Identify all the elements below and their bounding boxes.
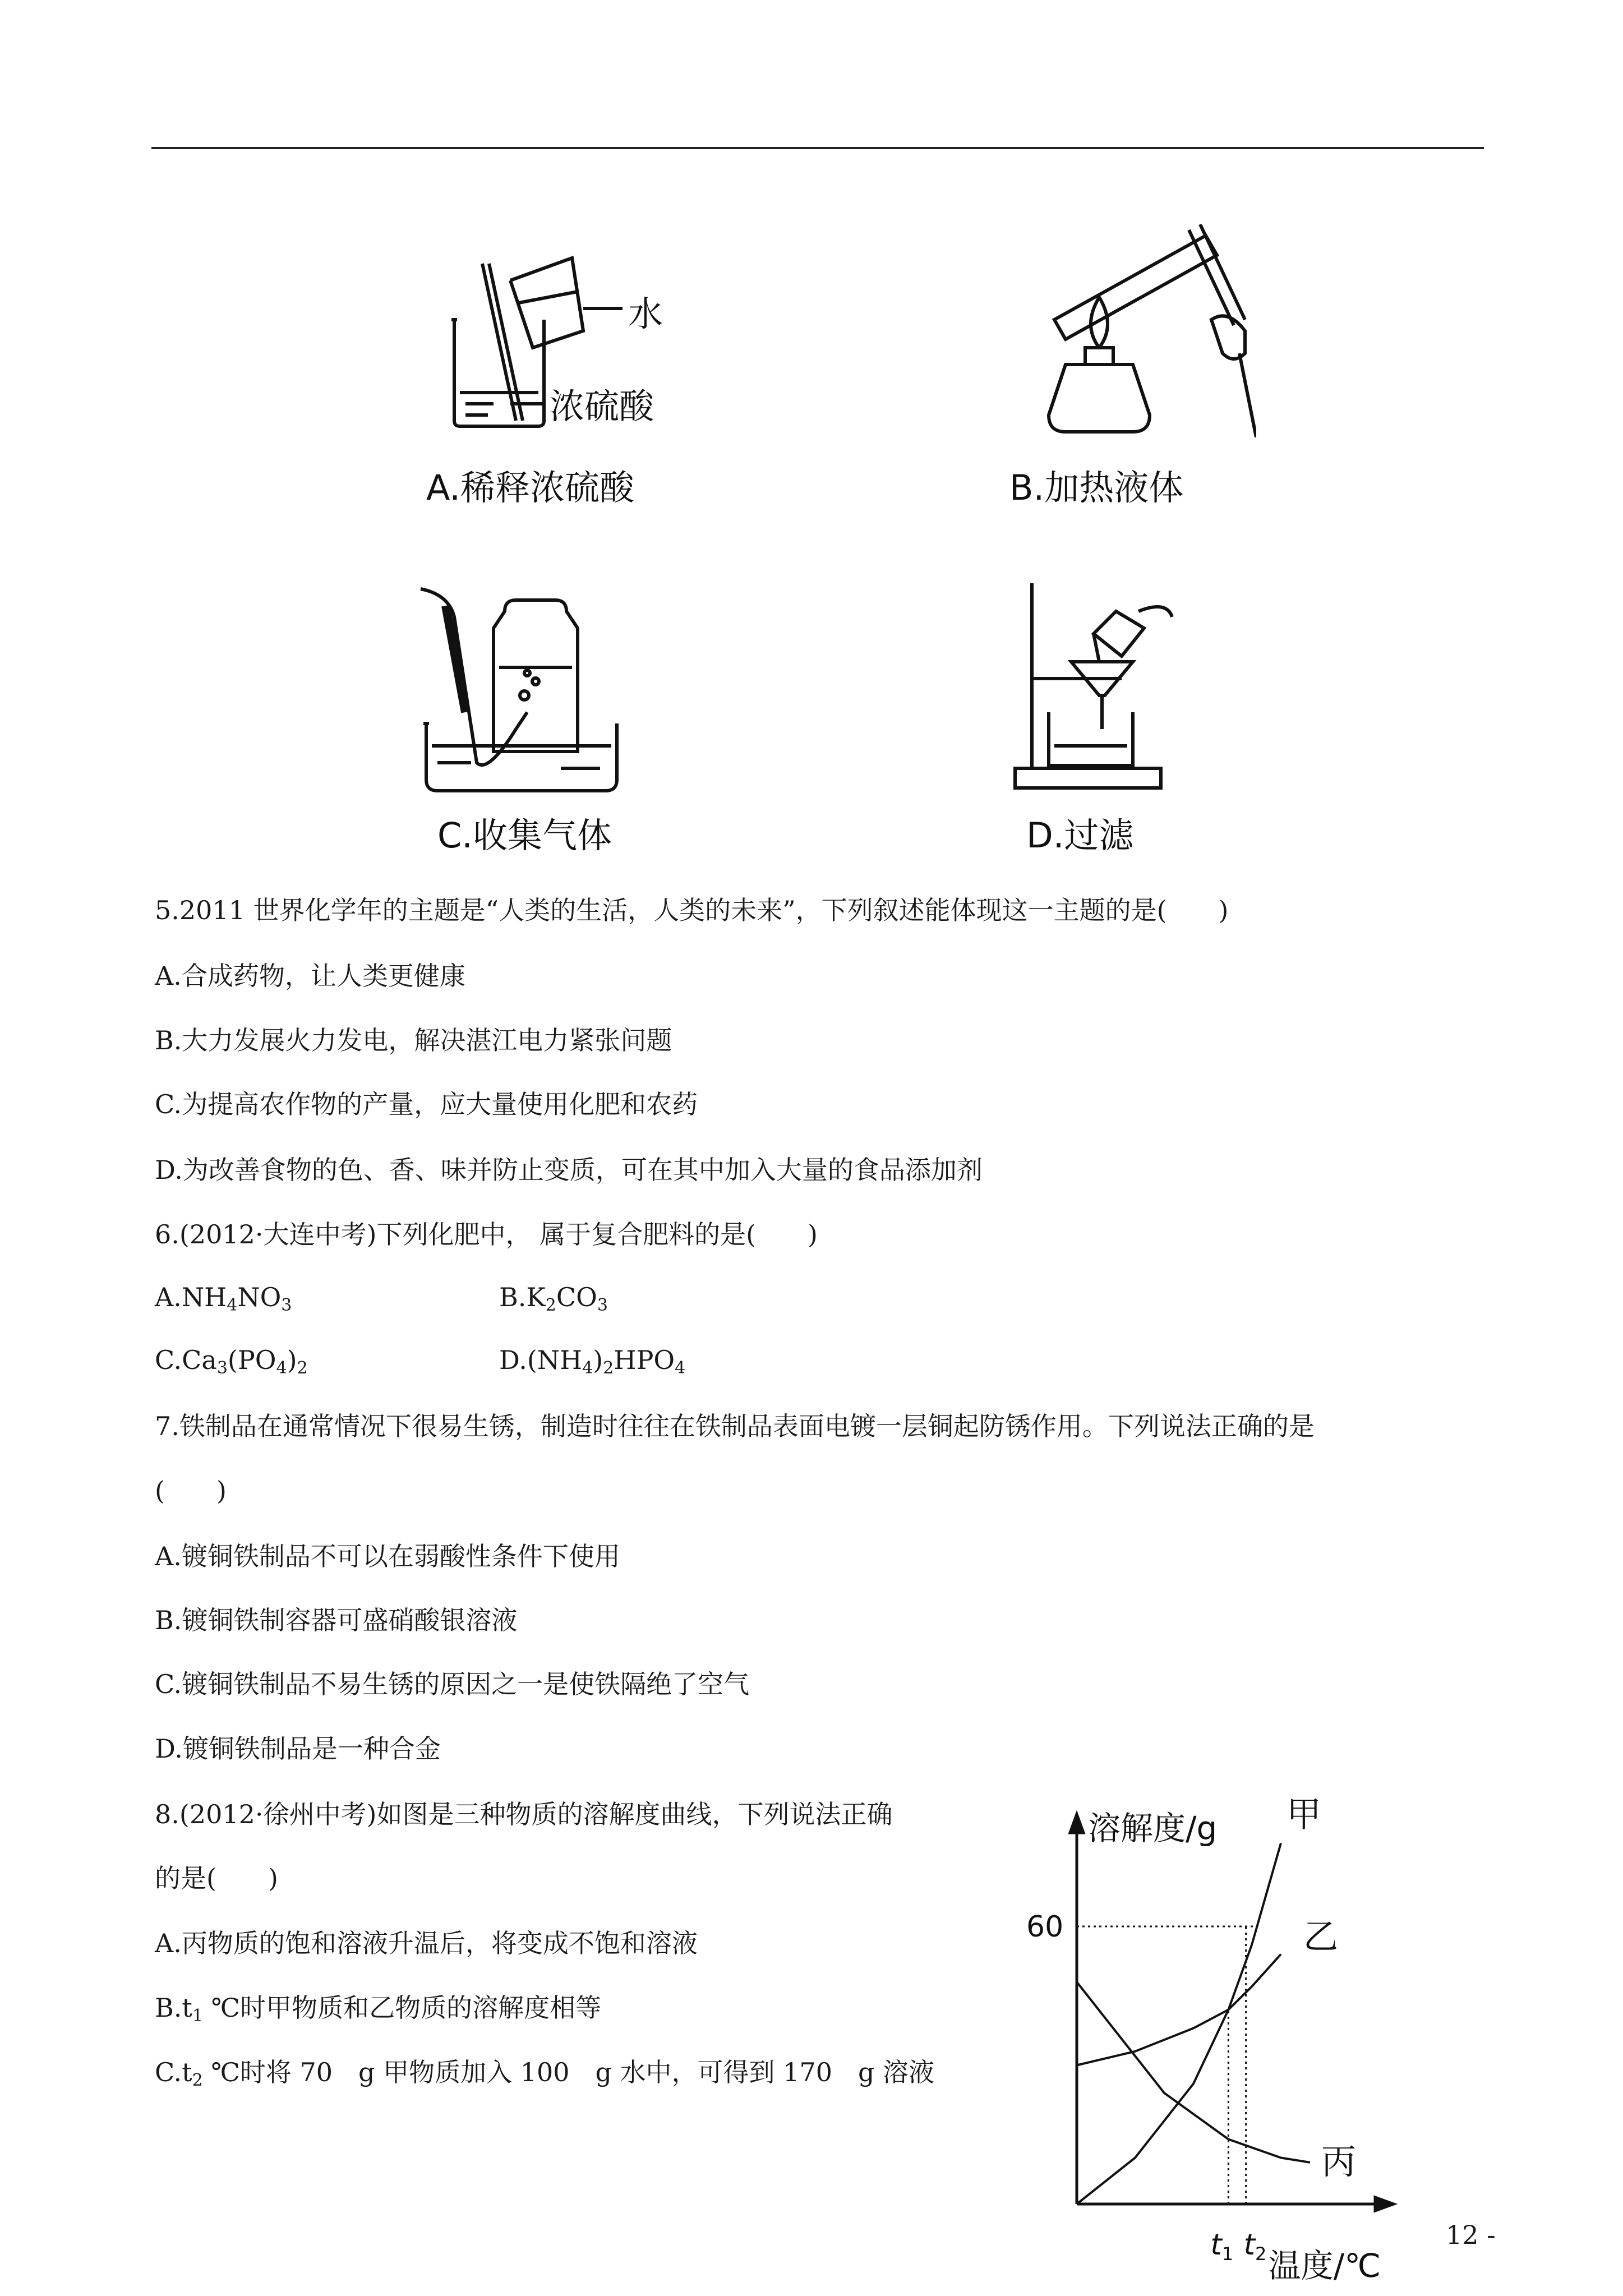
q6-stem: 6.(2012·大连中考)下列化肥中， 属于复合肥料的是( ) [155, 1219, 818, 1250]
y-tick-60: 60 [1026, 1910, 1064, 1944]
q8-option-a: A.丙物质的饱和溶液升温后，将变成不饱和溶液 [155, 1928, 698, 1958]
q5-stem: 5.2011 世界化学年的主题是“人类的生活，人类的未来”，下列叙述能体现这一主题的是( ) [155, 895, 1229, 925]
y-axis-label: 溶解度/g [1088, 1809, 1218, 1847]
y-axis-arrow [1070, 1814, 1083, 1833]
figure-a-dilute-acid [426, 252, 707, 432]
q5-option-b: B.大力发展火力发电，解决湛江电力紧张问题 [155, 1025, 672, 1055]
label-water: 水 [628, 293, 663, 334]
q7-option-b: B.镀铜铁制容器可盛硝酸银溶液 [155, 1605, 518, 1635]
q6-option-b: $B.K_2CO_3$ [499, 1282, 608, 1315]
q7-option-c: C.镀铜铁制品不易生锈的原因之一是使铁隔绝了空气 [155, 1669, 750, 1699]
caption-d: D.过滤 [1026, 815, 1134, 856]
q8-stem-bracket: 的是( ) [155, 1863, 278, 1893]
label-concentrated-acid: 浓硫酸 [550, 386, 654, 427]
q6-option-a: $A.NH_4NO_3$ [155, 1282, 292, 1315]
label-jia: 甲 [1287, 1794, 1322, 1835]
q8-option-c: $C.t_2$ ℃时将 70 g 甲物质加入 100 g 水中，可得到 170 g 溶液 [155, 2057, 935, 2090]
alcohol-lamp-drawing [1021, 224, 1256, 437]
q6-option-c: $C.Ca_3(PO_4)_2$ [155, 1345, 308, 1378]
q7-option-d: D.镀铜铁制品是一种合金 [155, 1733, 441, 1764]
q7-stem-bracket: ( ) [155, 1476, 227, 1506]
q8-option-b: $B.t_1$ ℃时甲物质和乙物质的溶解度相等 [155, 1993, 602, 2026]
figure-d-filtration [1009, 578, 1178, 791]
x-tick-t2: t2 [1243, 2228, 1267, 2265]
filtration-drawing [1009, 578, 1178, 791]
x-tick-t1: t1 [1210, 2228, 1234, 2265]
label-bing: 丙 [1321, 2141, 1357, 2182]
figure-c-collecting-gas [415, 583, 628, 796]
q6-option-d: $D.(NH_4)_2HPO_4$ [499, 1345, 686, 1378]
q5-option-a: A.合成药物，让人类更健康 [155, 961, 465, 991]
q5-option-d: D.为改善食物的色、香、味并防止变质，可在其中加入大量的食品添加剂 [155, 1155, 983, 1185]
gas-collection-drawing [415, 583, 628, 796]
caption-a: A.稀释浓硫酸 [426, 467, 635, 508]
figure-b-heating-liquid [1021, 224, 1256, 437]
x-axis-label: 温度/℃ [1268, 2247, 1381, 2285]
x-axis-arrow [1375, 2197, 1394, 2211]
curve-yi [1077, 1954, 1281, 2066]
q7-stem: 7.铁制品在通常情况下很易生锈，制造时往往在铁制品表面电镀一层铜起防锈作用。下列说法正确的是 [155, 1411, 1315, 1441]
curve-jia [1077, 1843, 1281, 2205]
curve-bing [1077, 1982, 1310, 2163]
caption-c: C.收集气体 [437, 815, 612, 856]
q5-option-c: C.为提高农作物的产量，应大量使用化肥和农药 [155, 1089, 698, 1119]
page-number: 12 - [1446, 2220, 1496, 2250]
solubility-chart [1009, 1789, 1514, 2294]
label-yi: 乙 [1303, 1916, 1339, 1957]
solubility-chart-svg [1009, 1789, 1514, 2294]
q7-option-a: A.镀铜铁制品不可以在弱酸性条件下使用 [155, 1541, 620, 1571]
header-rule [151, 147, 1484, 149]
q8-stem: 8.(2012·徐州中考)如图是三种物质的溶解度曲线，下列说法正确 [155, 1799, 893, 1829]
caption-b: B.加热液体 [1009, 467, 1184, 508]
